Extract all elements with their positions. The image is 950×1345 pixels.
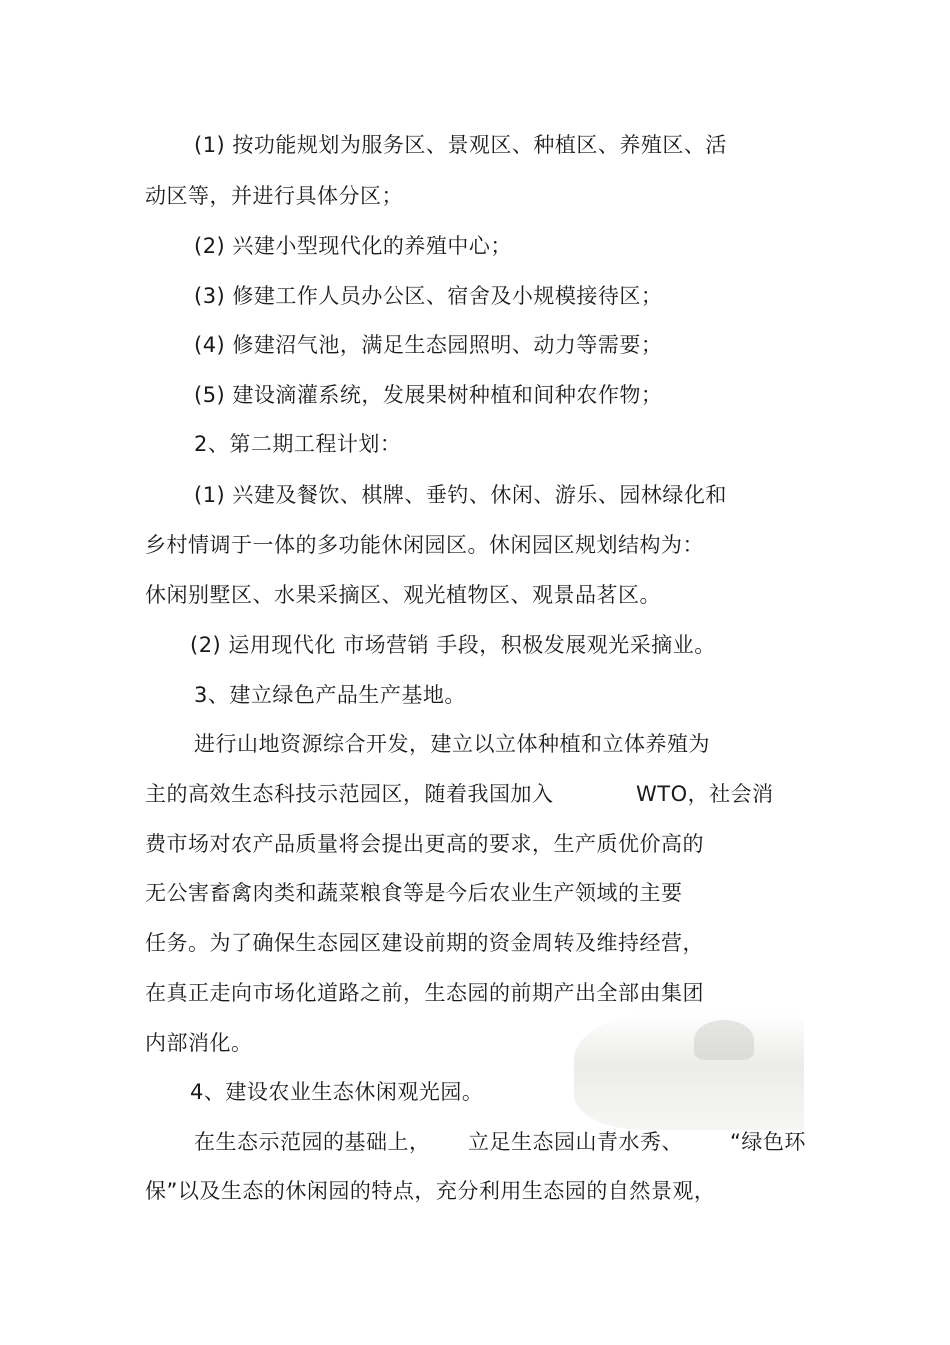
heading-green-base: 3、建立绿色产品生产基地。 [194, 683, 466, 707]
text-line: 内部消化。 [145, 1031, 253, 1055]
text-line: (1) 按功能规划为服务区、景观区、种植区、养殖区、活 [194, 133, 727, 157]
watermark-landscape-image [574, 1012, 804, 1130]
text-line: 休闲别墅区、水果采摘区、观光植物区、观景品茗区。 [145, 583, 661, 607]
heading-phase-two: 2、第二期工程计划： [194, 432, 402, 456]
text-line: (3) 修建工作人员办公区、宿舍及小规模接待区； [194, 284, 663, 308]
text-line-wto: WTO，社会消 [636, 782, 774, 806]
text-line: 保”以及生态的休闲园的特点，充分利用生态园的自然景观， [145, 1179, 716, 1203]
text-line: “绿色环 [730, 1130, 806, 1154]
text-line: (4) 修建沼气池，满足生态园照明、动力等需要； [194, 333, 663, 357]
text-line: 动区等，并进行具体分区； [145, 184, 403, 208]
text-line: (5) 建设滴灌系统，发展果树种植和间种农作物； [194, 383, 663, 407]
text-line: 进行山地资源综合开发，建立以立体种植和立体养殖为 [194, 732, 710, 756]
text-line: 在真正走向市场化道路之前，生态园的前期产出全部由集团 [145, 981, 704, 1005]
text-line: 立足生态园山青水秀、 [468, 1130, 683, 1154]
text-line: 费市场对农产品质量将会提出更高的要求，生产质优价高的 [145, 832, 704, 856]
text-line: 任务。为了确保生态园区建设前期的资金周转及维持经营， [145, 931, 704, 955]
text-line: (2) 运用现代化 市场营销 手段，积极发展观光采摘业。 [190, 633, 716, 657]
text-line: (1) 兴建及餐饮、棋牌、垂钓、休闲、游乐、园林绿化和 [194, 483, 727, 507]
text-line: 无公害畜禽肉类和蔬菜粮食等是今后农业生产领域的主要 [145, 881, 683, 905]
text-line: 在生态示范园的基础上， [194, 1130, 431, 1154]
heading-eco-park: 4、建设农业生态休闲观光园。 [190, 1080, 484, 1104]
text-line: 乡村情调于一体的多功能休闲园区。休闲园区规划结构为： [145, 533, 704, 557]
text-line: 主的高效生态科技示范园区，随着我国加入 [145, 782, 554, 806]
text-line: (2) 兴建小型现代化的养殖中心； [194, 234, 512, 258]
watermark-tree-shape [694, 1020, 754, 1060]
